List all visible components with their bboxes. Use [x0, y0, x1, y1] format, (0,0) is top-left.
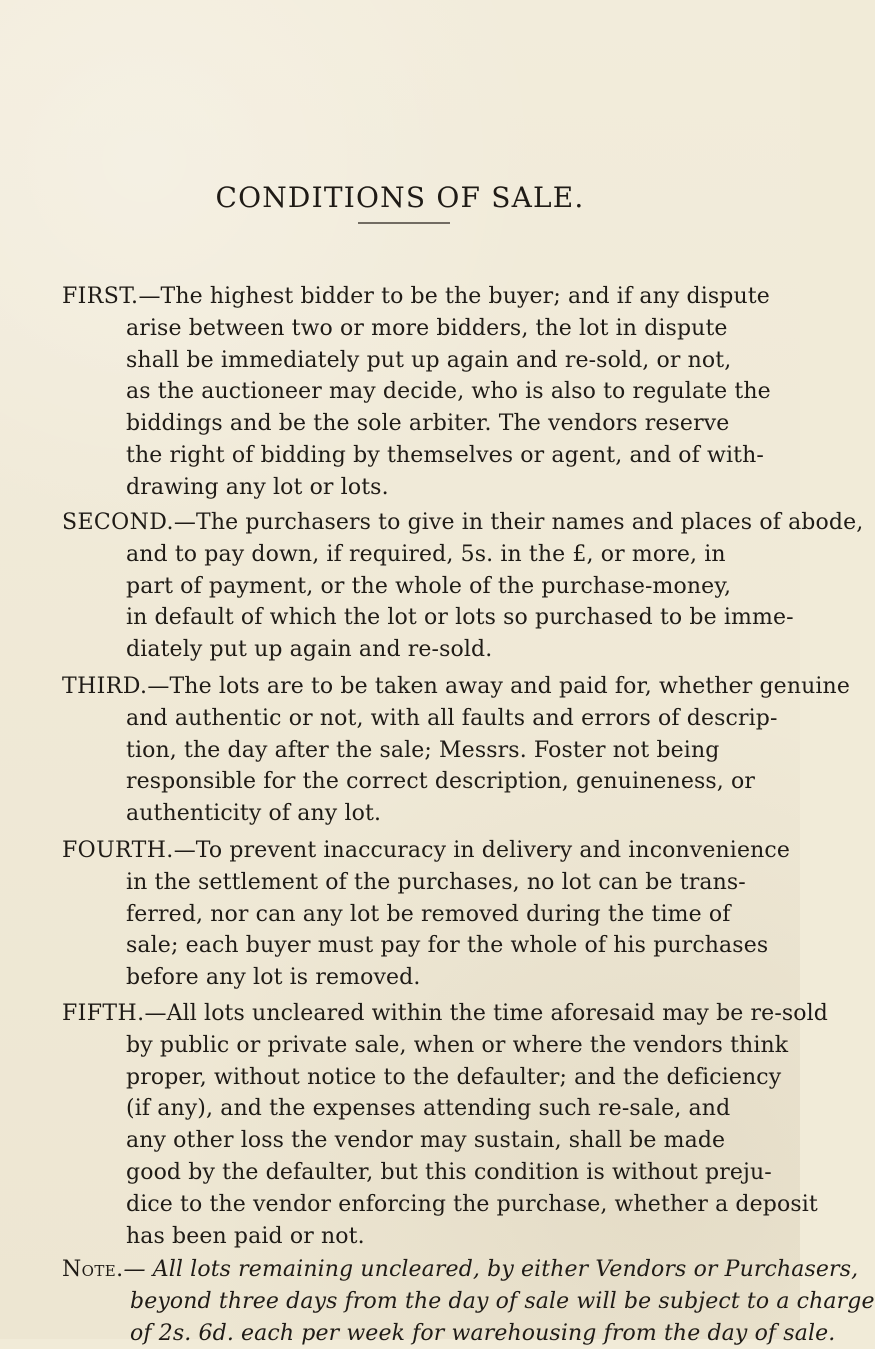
clause-line: sale; each buyer must pay for the whole of his purchases: [126, 933, 769, 959]
note-heading: Note.: [62, 1257, 124, 1282]
clause-line: biddings and be the sole arbiter. The vendors reserve: [126, 411, 730, 437]
clause-line: part of payment, or the whole of the purchase-money,: [126, 573, 732, 599]
clause-line: [62, 998, 829, 1030]
clause-line: by public or private sale, when or where the vendors think: [126, 1032, 789, 1058]
clause-line: the right of bidding by themselves or agent, and of with-: [126, 442, 764, 468]
clause-line: diately put up again and re-sold.: [126, 637, 493, 663]
clause-line: good by the defaulter, but this condition is without preju-: [126, 1159, 772, 1185]
clause-line: in the settlement of the purchases, no lot can be trans-: [126, 869, 746, 895]
clause-text: —The lots are to be taken away and paid for, whether genuine: [147, 674, 850, 699]
clause-second: [62, 507, 864, 666]
clause-line: responsible for the correct description, genuineness, or: [126, 769, 756, 795]
clause-line: [62, 835, 797, 867]
clause-line: [62, 671, 850, 703]
clause-heading: FOURTH.: [62, 838, 174, 863]
document-title: CONDITIONS OF SALE.: [215, 180, 585, 214]
clause-line: and to pay down, if required, 5s. in the £, or more, in: [126, 541, 726, 567]
clause-line: shall be immediately put up again and re-sold, or not,: [126, 347, 732, 373]
clause-line: and authentic or not, with all faults and errors of descrip-: [126, 705, 778, 731]
clause-line: [62, 507, 864, 539]
clause-line: proper, without notice to the defaulter; and the deficiency: [126, 1064, 782, 1090]
clause-line: (if any), and the expenses attending such re-sale, and: [126, 1096, 731, 1122]
clause-line: [62, 281, 797, 313]
clause-first: [62, 281, 797, 504]
clause-line: has been paid or not.: [126, 1223, 365, 1249]
clause-heading: FIFTH.: [62, 1001, 145, 1026]
clause-text: —The highest bidder to be the buyer; and if any dispute: [138, 284, 770, 309]
clause-heading: SECOND.: [62, 510, 174, 535]
clause-line: before any lot is removed.: [126, 965, 421, 991]
clause-line: any other loss the vendor may sustain, shall be made: [126, 1128, 726, 1154]
clause-text: —The purchasers to give in their names and places of abode,: [173, 510, 864, 535]
clause-line: dice to the vendor enforcing the purchase, whether a deposit: [126, 1191, 818, 1217]
clause-fifth: [62, 998, 829, 1252]
clause-line: in default of which the lot or lots so purchased to be imme-: [126, 605, 794, 631]
note-line: of 2s. 6d. each per week for warehousing from the day of sale.: [130, 1320, 836, 1346]
clause-text: —All lots uncleared within the time aforesaid may be re-sold: [144, 1001, 829, 1026]
clause-third: [62, 671, 850, 830]
note-line: beyond three days from the day of sale will be subject to a charge: [130, 1288, 875, 1314]
clause-heading: FIRST.: [62, 284, 139, 309]
clause-text: —To prevent inaccuracy in delivery and inconvenience: [173, 838, 790, 863]
clause-heading: THIRD.: [62, 674, 148, 699]
clause-line: drawing any lot or lots.: [126, 474, 389, 500]
clause-line: arise between two or more bidders, the lot in dispute: [126, 315, 728, 341]
clause-fourth: [62, 835, 797, 994]
title-divider: [358, 222, 450, 224]
sale-note: [62, 1254, 875, 1349]
clause-line: authenticity of any lot.: [126, 801, 382, 827]
clause-line: tion, the day after the sale; Messrs. Foster not being: [126, 737, 720, 763]
note-text: — All lots remaining uncleared, by either Vendors or Purchasers,: [123, 1257, 859, 1282]
clause-line: as the auctioneer may decide, who is also to regulate the: [126, 379, 771, 405]
clause-line: ferred, nor can any lot be removed during the time of: [126, 901, 731, 927]
note-line: [62, 1254, 859, 1286]
